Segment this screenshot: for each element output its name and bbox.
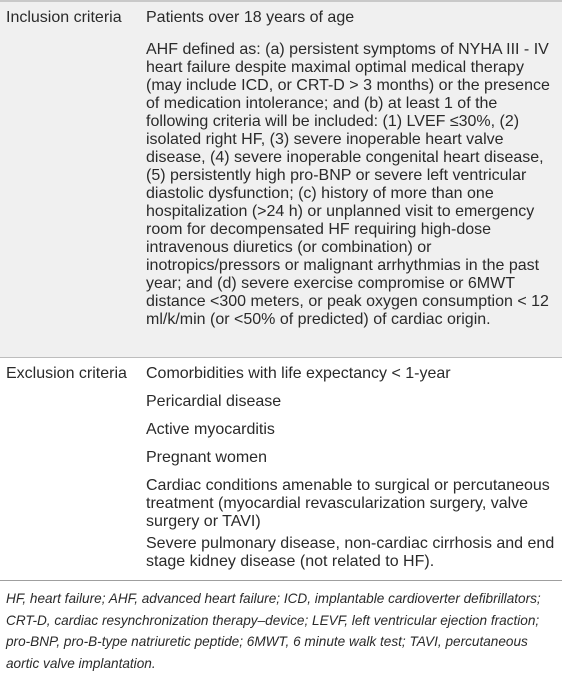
exclusion-item-pericardial: Pericardial disease [146, 393, 282, 410]
table-footnote: HF, heart failure; AHF, advanced heart failure; ICD, implantable cardioverter defibrillators; CRT-D, cardiac resynchronization therapy–device; LEVF, left ventricular ejection fraction; pro-BNP, pro-B-type natriuretic peptide; 6MWT, 6 minute walk test; TAVI, percutaneous aortic valve implantation. [6, 591, 541, 671]
exclusion-item-severe-disease: Severe pulmonary disease, non-cardiac cirrhosis and end stage kidney disease (not related to HF). [146, 535, 555, 570]
inclusion-item-age: Patients over 18 years of age [146, 9, 355, 26]
exclusion-criteria-label: Exclusion criteria [6, 365, 127, 382]
exclusion-item-myocarditis: Active myocarditis [146, 421, 275, 438]
table-bottom-rule [0, 580, 562, 581]
exclusion-item-comorbidities: Comorbidities with life expectancy < 1-year [146, 365, 451, 382]
exclusion-item-pregnant: Pregnant women [146, 449, 267, 466]
inclusion-criteria-label: Inclusion criteria [6, 9, 122, 26]
inclusion-item-ahf-definition: AHF defined as: (a) persistent symptoms of NYHA III - IV heart failure despite maximal optimal medical therapy (may include ICD, or CRT-D > 3 months) or the presence of medication intolerance; and (b) at least 1 of the following criteria will be included: (1) LVEF ≤30%, (2) isolated right HF, (3) severe inoperable heart valve disease, (4) severe inoperable congenital heart disease, (5) persistently high pro-BNP or severe left ventricular diastolic dysfunction; (c) history of more than one hospitalization (>24 h) or unplanned visit to emergency room for decompensated HF requiring high-dose intravenous diuretics (or combination) or inotropics/pressors or malignant arrhythmias in the past year; and (d) severe exercise compromise or 6MWT distance <300 meters, or peak oxygen consumption < 12 ml/k/min (or <50% of predicted) of cardiac origin. [146, 41, 550, 328]
table-top-rule [0, 0, 562, 2]
exclusion-item-cardiac-conditions: Cardiac conditions amenable to surgical or percutaneous treatment (myocardial revascularization surgery, valve surgery or TAVI) [146, 477, 550, 530]
table-row-divider [0, 357, 562, 358]
